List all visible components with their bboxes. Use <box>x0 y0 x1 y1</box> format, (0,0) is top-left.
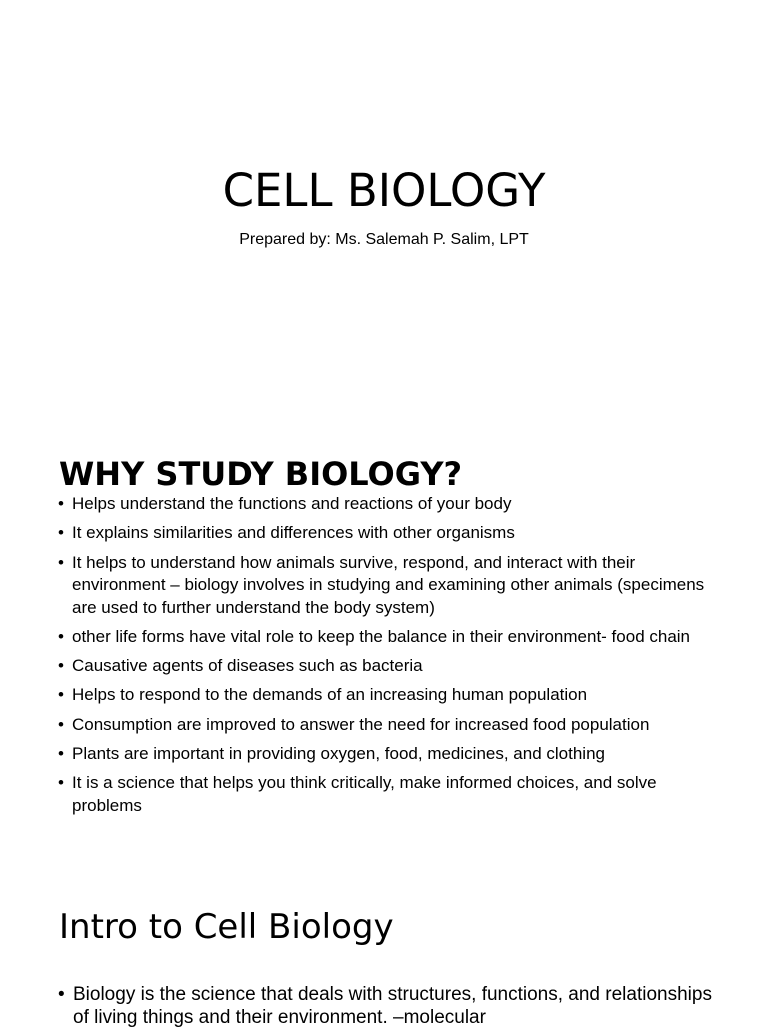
bullet-text: Consumption are improved to answer the need for increased food population <box>72 714 650 734</box>
bullet-text: Causative agents of diseases such as bacteria <box>72 656 423 676</box>
bullet-item <box>58 772 718 817</box>
bullet-text: It helps to understand how animals survive, respond, and interact with their environment – biology involves in studying and examining other animals (specimens are used to further understand the body system) <box>72 552 705 617</box>
bullet-item <box>58 655 718 678</box>
intro-bullet-list <box>58 983 718 1029</box>
bullet-icon: • <box>58 773 64 793</box>
bullet-icon: • <box>58 656 64 676</box>
bullet-icon: • <box>58 523 64 543</box>
bullet-item <box>58 552 718 620</box>
bullet-icon: • <box>58 626 64 646</box>
bullet-text: Biology is the science that deals with structures, functions, and relationships of living things and their environment. –molecular <box>73 984 712 1028</box>
bullet-item <box>58 493 718 516</box>
bullet-text: It is a science that helps you think critically, make informed choices, and solve problems <box>72 773 657 815</box>
bullet-icon: • <box>58 685 64 705</box>
bullet-item <box>58 684 718 707</box>
why-study-bullet-list <box>58 493 718 824</box>
bullet-icon: • <box>58 494 64 513</box>
bullet-icon: • <box>58 714 64 734</box>
bullet-text: It explains similarities and differences with other organisms <box>72 523 515 543</box>
bullet-item <box>58 743 718 766</box>
intro-cell-biology-slide <box>0 880 768 1028</box>
intro-heading: Intro to Cell Biology <box>59 907 394 947</box>
bullet-item <box>58 522 718 545</box>
title-slide <box>0 0 768 432</box>
why-study-biology-slide <box>0 432 768 872</box>
why-study-heading: WHY STUDY BIOLOGY? <box>59 455 463 493</box>
presentation-title: CELL BIOLOGY <box>222 164 546 217</box>
bullet-item <box>58 714 718 737</box>
bullet-icon: • <box>58 552 64 572</box>
bullet-icon: • <box>58 744 64 764</box>
bullet-text: Plants are important in providing oxygen, food, medicines, and clothing <box>72 744 605 764</box>
bullet-text: other life forms have vital role to keep the balance in their environment- food chain <box>72 626 691 646</box>
bullet-item <box>58 626 718 649</box>
bullet-icon: • <box>58 984 65 1005</box>
presenter-subtitle: Prepared by: Ms. Salemah P. Salim, LPT <box>239 231 529 248</box>
bullet-text: Helps understand the functions and reactions of your body <box>72 494 512 513</box>
bullet-item <box>58 983 718 1029</box>
bullet-text: Helps to respond to the demands of an increasing human population <box>72 685 588 705</box>
